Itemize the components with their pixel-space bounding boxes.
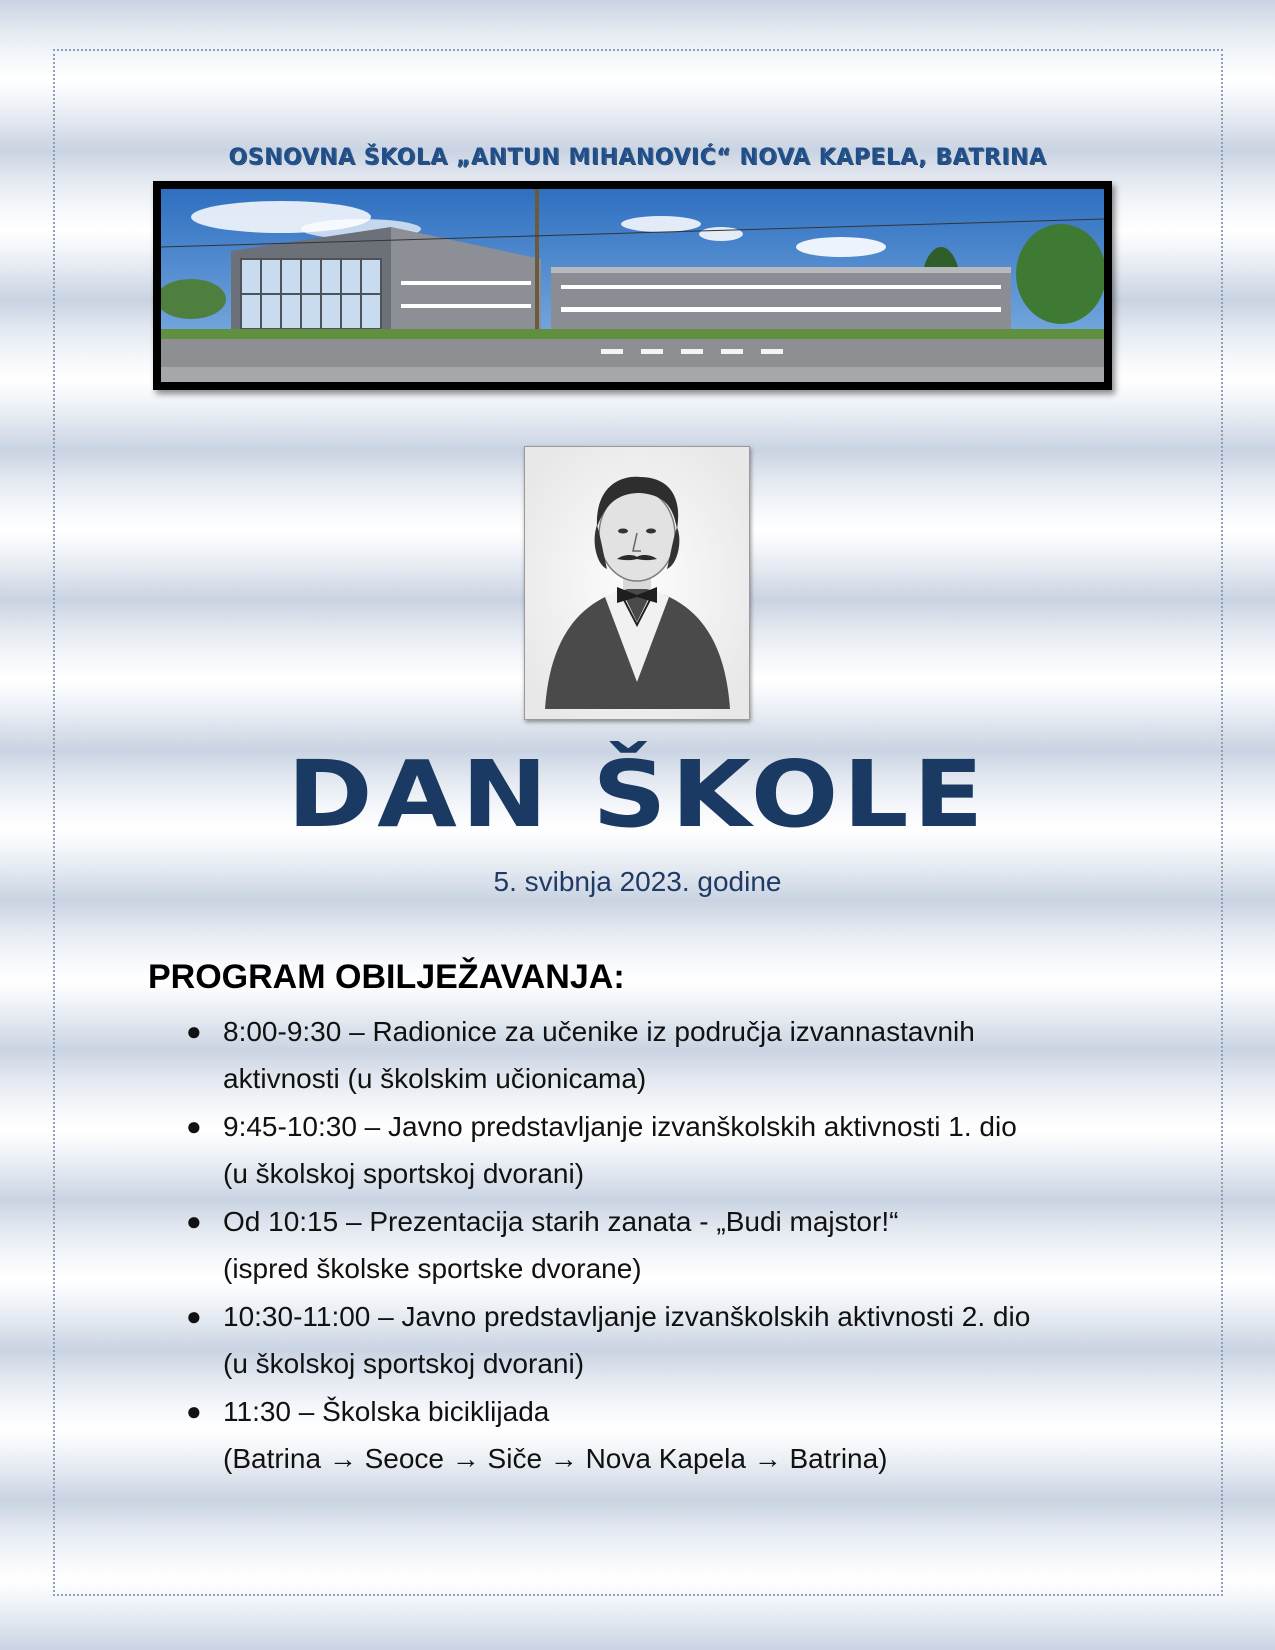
bullet-icon: ●	[186, 1301, 202, 1331]
list-item	[180, 1103, 1120, 1197]
event-date: 5. svibnja 2023. godine	[493, 866, 782, 897]
main-title: DAN ŠKOLE	[287, 741, 988, 848]
list-item	[180, 1008, 1120, 1102]
item-line: (u školskoj sportskoj dvorani)	[223, 1158, 585, 1189]
bullet-icon: ●	[186, 1396, 202, 1426]
school-name: OSNOVNA ŠKOLA „ANTUN MIHANOVIĆ“ NOVA KAPELA, BATRINA	[228, 145, 1047, 170]
item-line: 8:00-9:30 – Radionice za učenike iz područja izvannastavnih	[223, 1016, 975, 1047]
item-line: aktivnosti (u školskim učionicama)	[223, 1063, 647, 1094]
program-list	[180, 1008, 1120, 1483]
bullet-icon: ●	[186, 1016, 202, 1046]
item-line: 9:45-10:30 – Javno predstavljanje izvanškolskih aktivnosti 1. dio	[223, 1111, 1017, 1142]
program-heading: PROGRAM OBILJEŽAVANJA:	[148, 958, 625, 996]
item-line: (u školskoj sportskoj dvorani)	[223, 1348, 585, 1379]
item-line: 10:30-11:00 – Javno predstavljanje izvanškolskih aktivnosti 2. dio	[223, 1301, 1031, 1332]
item-line: (ispred školske sportske dvorane)	[223, 1253, 642, 1284]
school-building-photo	[153, 181, 1112, 390]
portrait	[524, 446, 750, 720]
bullet-icon: ●	[186, 1111, 202, 1141]
item-line: 11:30 – Školska biciklijada	[223, 1396, 550, 1427]
bullet-icon: ●	[186, 1206, 202, 1236]
list-item	[180, 1388, 1120, 1482]
list-item	[180, 1198, 1120, 1292]
item-line: (Batrina → Seoce → Siče → Nova Kapela → Batrina)	[223, 1443, 888, 1474]
list-item	[180, 1293, 1120, 1387]
item-line: Od 10:15 – Prezentacija starih zanata - „Budi majstor!“	[223, 1206, 899, 1237]
